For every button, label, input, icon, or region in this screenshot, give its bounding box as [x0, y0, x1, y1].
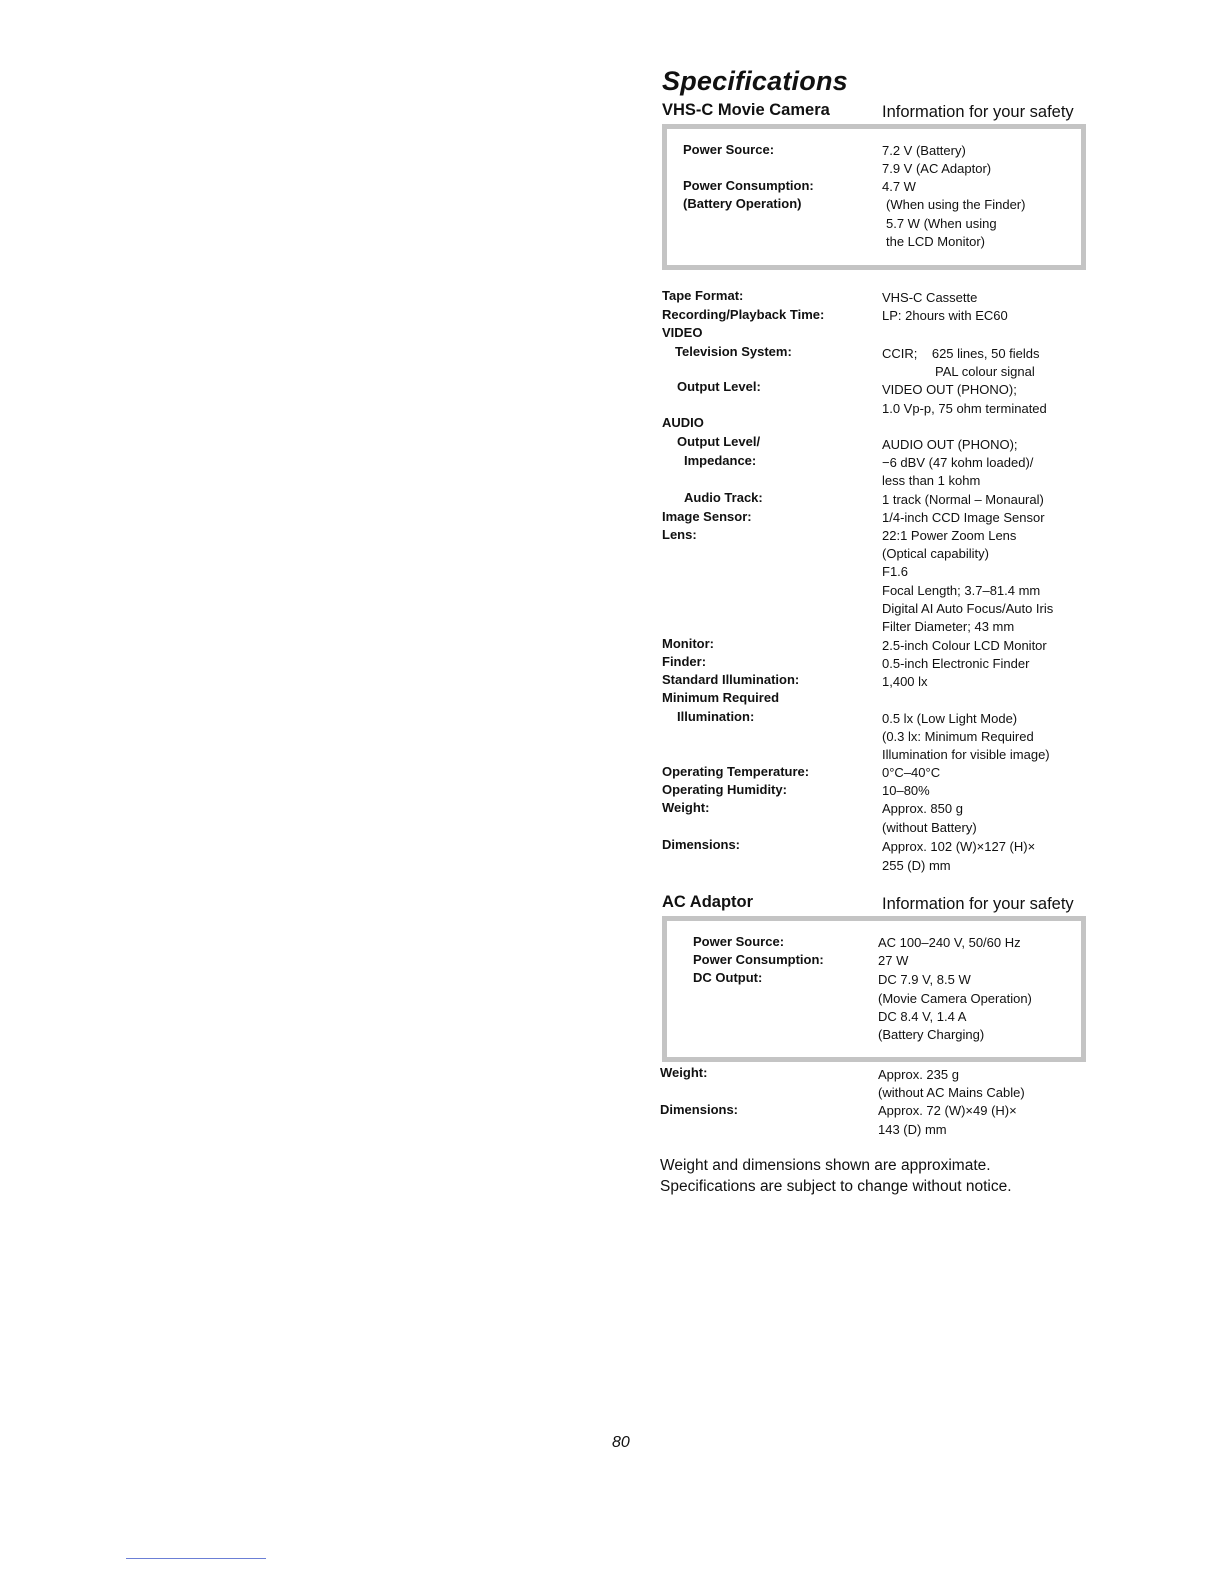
- spec-value: 255 (D) mm: [882, 858, 951, 873]
- spec-value: 1/4-inch CCD Image Sensor: [882, 510, 1045, 525]
- spec-label: Television System:: [675, 344, 792, 359]
- box-value: 7.2 V (Battery): [882, 143, 966, 158]
- spec-label: Image Sensor:: [662, 509, 752, 524]
- spec-label: Operating Humidity:: [662, 782, 787, 797]
- spec-label: Illumination:: [677, 709, 755, 724]
- spec-value: 1,400 lx: [882, 674, 928, 689]
- footer-note: Specifications are subject to change without notice.: [660, 1178, 1012, 1195]
- box-label: Power Consumption:: [683, 178, 814, 193]
- spec-value: Approx. 102 (W)×127 (H)×: [882, 839, 1036, 854]
- box-value: 5.7 W (When using: [886, 216, 997, 231]
- camera-section-heading: VHS-C Movie Camera: [662, 101, 830, 119]
- spec-value: VIDEO OUT (PHONO);: [882, 382, 1017, 397]
- page-number: 80: [612, 1434, 630, 1451]
- box-value: 4.7 W: [882, 179, 916, 194]
- spec-value: Digital AI Auto Focus/Auto Iris: [882, 601, 1054, 616]
- spec-value: 2.5-inch Colour LCD Monitor: [882, 638, 1047, 653]
- spec-value: (without AC Mains Cable): [878, 1085, 1025, 1100]
- spec-value: less than 1 kohm: [882, 473, 981, 488]
- spec-value: F1.6: [882, 564, 909, 579]
- box-value: (Movie Camera Operation): [878, 991, 1032, 1006]
- spec-value: Focal Length; 3.7–81.4 mm: [882, 583, 1041, 598]
- spec-label: Weight:: [662, 800, 710, 815]
- box-label: DC Output:: [693, 970, 763, 985]
- spec-value: Approx. 72 (W)×49 (H)×: [878, 1103, 1017, 1118]
- spec-value: 143 (D) mm: [878, 1122, 947, 1137]
- spec-value: (0.3 lx: Minimum Required: [882, 729, 1034, 744]
- spec-label: Tape Format:: [662, 288, 744, 303]
- spec-label: VIDEO: [662, 325, 703, 340]
- spec-value: VHS-C Cassette: [882, 290, 978, 305]
- spec-label: Finder:: [662, 654, 707, 669]
- footer-note: Weight and dimensions shown are approximate.: [660, 1157, 991, 1174]
- spec-label: Minimum Required: [662, 690, 780, 705]
- spec-value: CCIR; 625 lines, 50 fields: [882, 346, 1040, 361]
- spec-label: Output Level:: [677, 379, 761, 394]
- spec-value: 22:1 Power Zoom Lens: [882, 528, 1017, 543]
- spec-label: Dimensions:: [660, 1102, 739, 1117]
- spec-label: Dimensions:: [662, 837, 741, 852]
- spec-value: 0.5 lx (Low Light Mode): [882, 711, 1018, 726]
- divider: [126, 1558, 266, 1559]
- box-label: Power Consumption:: [693, 952, 824, 967]
- spec-value: LP: 2hours with EC60: [882, 308, 1008, 323]
- spec-value: 1 track (Normal – Monaural): [882, 492, 1044, 507]
- spec-label: Monitor:: [662, 636, 714, 651]
- spec-value: (Optical capability): [882, 546, 989, 561]
- spec-label: Weight:: [660, 1065, 708, 1080]
- box-value: 7.9 V (AC Adaptor): [882, 161, 992, 176]
- box-value: DC 8.4 V, 1.4 A: [878, 1009, 967, 1024]
- spec-label: AUDIO: [662, 415, 704, 430]
- spec-label: Operating Temperature:: [662, 764, 810, 779]
- page-title: Specifications: [662, 66, 848, 96]
- spec-value: 1.0 Vp-p, 75 ohm terminated: [882, 401, 1047, 416]
- box-value: (When using the Finder): [886, 197, 1026, 212]
- spec-value: Approx. 235 g: [878, 1067, 959, 1082]
- camera-safety-heading: Information for your safety: [882, 103, 1074, 121]
- spec-label: Recording/Playback Time:: [662, 307, 825, 322]
- spec-label: Impedance:: [684, 453, 757, 468]
- spec-label: Output Level/: [677, 434, 761, 449]
- spec-value: Illumination for visible image): [882, 747, 1050, 762]
- box-label: (Battery Operation): [683, 196, 802, 211]
- box-value: AC 100–240 V, 50/60 Hz: [878, 935, 1021, 950]
- spec-value: Filter Diameter; 43 mm: [882, 619, 1015, 634]
- adaptor-safety-heading: Information for your safety: [882, 895, 1074, 913]
- spec-value: 10–80%: [882, 783, 930, 798]
- spec-label: Standard Illumination:: [662, 672, 800, 687]
- spec-value: PAL colour signal: [935, 364, 1035, 379]
- spec-label: Audio Track:: [684, 490, 763, 505]
- spec-value: AUDIO OUT (PHONO);: [882, 437, 1018, 452]
- spec-value: 0.5-inch Electronic Finder: [882, 656, 1030, 671]
- spec-value: −6 dBV (47 kohm loaded)/: [882, 455, 1034, 470]
- box-label: Power Source:: [683, 142, 775, 157]
- spec-label: Lens:: [662, 527, 697, 542]
- adaptor-section-heading: AC Adaptor: [662, 893, 754, 911]
- spec-value: Approx. 850 g: [882, 801, 963, 816]
- spec-value: (without Battery): [882, 820, 977, 835]
- box-value: the LCD Monitor): [886, 234, 985, 249]
- box-value: DC 7.9 V, 8.5 W: [878, 972, 971, 987]
- box-value: 27 W: [878, 953, 909, 968]
- box-value: (Battery Charging): [878, 1027, 985, 1042]
- box-label: Power Source:: [693, 934, 785, 949]
- spec-value: 0°C–40°C: [882, 765, 941, 780]
